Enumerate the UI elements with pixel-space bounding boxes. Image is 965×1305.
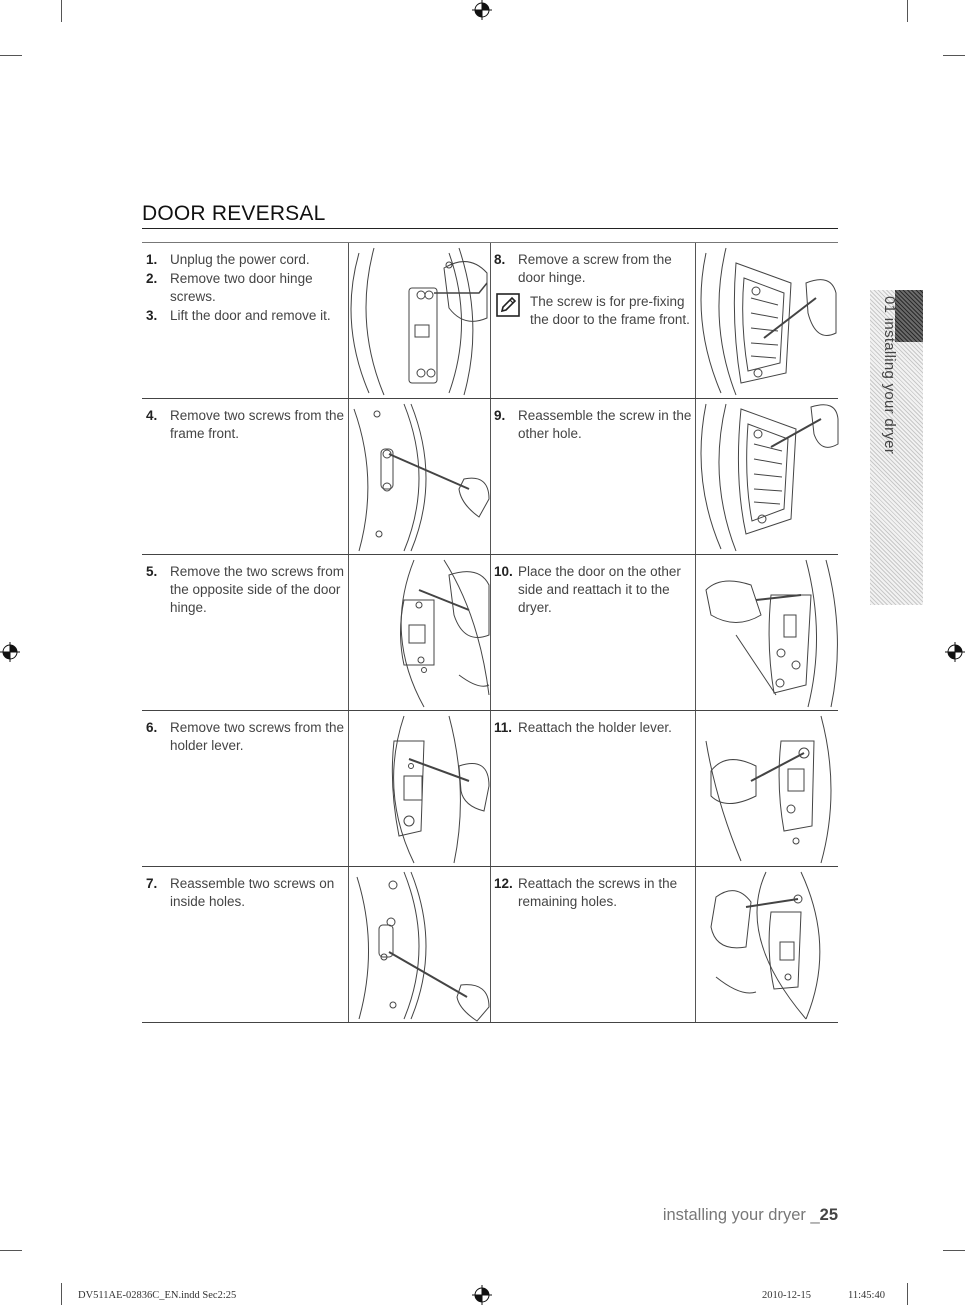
step-1: 1. Unplug the power cord. <box>146 252 310 267</box>
step-5: 5. Remove the two screws from the opposite side of the door hinge. <box>146 564 345 615</box>
side-tab-label: 01 installing your dryer <box>881 296 898 455</box>
illustration-opposite-hinge-screws <box>348 555 491 710</box>
instruction-row <box>142 555 838 711</box>
registration-mark-icon <box>0 642 20 662</box>
illustration-reassemble-screw <box>695 399 839 554</box>
note <box>494 293 695 329</box>
registration-mark-icon <box>472 0 492 20</box>
instruction-row <box>142 399 838 555</box>
step-10: 10. Place the door on the other side and reattach it to the dryer. <box>494 564 681 615</box>
step-cell <box>142 711 347 866</box>
illustration-frame-screws <box>348 399 491 554</box>
print-slug-time: 11:45:40 <box>848 1290 885 1301</box>
page-title: DOOR REVERSAL <box>142 202 838 229</box>
illustration-holder-lever-screws <box>348 711 491 866</box>
step-cell <box>490 399 695 554</box>
step-6: 6. Remove two screws from the holder lever. <box>146 720 345 753</box>
instruction-row <box>142 243 838 399</box>
step-4: 4. Remove two screws from the frame front. <box>146 408 345 441</box>
crop-mark <box>943 1250 965 1251</box>
step-cell <box>142 399 347 554</box>
illustration-reattach-holder-lever <box>695 711 839 866</box>
step-3: 3. Lift the door and remove it. <box>146 308 331 323</box>
step-2: 2. Remove two door hinge screws. <box>146 271 313 304</box>
registration-mark-icon <box>945 642 965 662</box>
footer-section: installing your dryer _ <box>662 1206 820 1224</box>
print-slug-file: DV511AE-02836C_EN.indd Sec2:25 <box>78 1290 237 1301</box>
step-cell <box>142 243 347 398</box>
illustration-door-hinge-removal <box>348 243 491 398</box>
step-7: 7. Reassemble two screws on inside holes. <box>146 876 335 909</box>
step-cell <box>490 867 695 1022</box>
crop-mark <box>0 55 22 56</box>
crop-mark <box>61 1283 62 1305</box>
illustration-inside-holes <box>348 867 491 1022</box>
illustration-reattach-door <box>695 555 839 710</box>
page-number: 25 <box>819 1206 838 1224</box>
step-cell <box>142 555 347 710</box>
side-tab-marker <box>895 290 923 342</box>
instruction-grid <box>142 242 838 1021</box>
note-text: The screw is for pre-fixing the door to the frame front. <box>530 294 690 327</box>
step-8: 8. Remove a screw from the door hinge. <box>494 252 672 285</box>
step-cell <box>490 555 695 710</box>
step-9: 9. Reassemble the screw in the other hole. <box>494 408 692 441</box>
note-pencil-icon <box>496 293 520 317</box>
instruction-row <box>142 867 838 1023</box>
registration-mark-icon <box>472 1285 492 1305</box>
step-cell <box>490 243 695 398</box>
crop-mark <box>0 1250 22 1251</box>
print-slug-date: 2010-12-15 <box>762 1290 811 1301</box>
instruction-row <box>142 711 838 867</box>
step-cell <box>142 867 347 1022</box>
step-11: 11. Reattach the holder lever. <box>494 720 672 735</box>
step-cell <box>490 711 695 866</box>
crop-mark <box>907 0 908 22</box>
crop-mark <box>943 55 965 56</box>
crop-mark <box>61 0 62 22</box>
illustration-remaining-holes <box>695 867 839 1022</box>
page-footer <box>600 1206 838 1225</box>
step-12: 12. Reattach the screws in the remaining holes. <box>494 876 678 909</box>
crop-mark <box>907 1283 908 1305</box>
illustration-hinge-screw <box>695 243 839 398</box>
